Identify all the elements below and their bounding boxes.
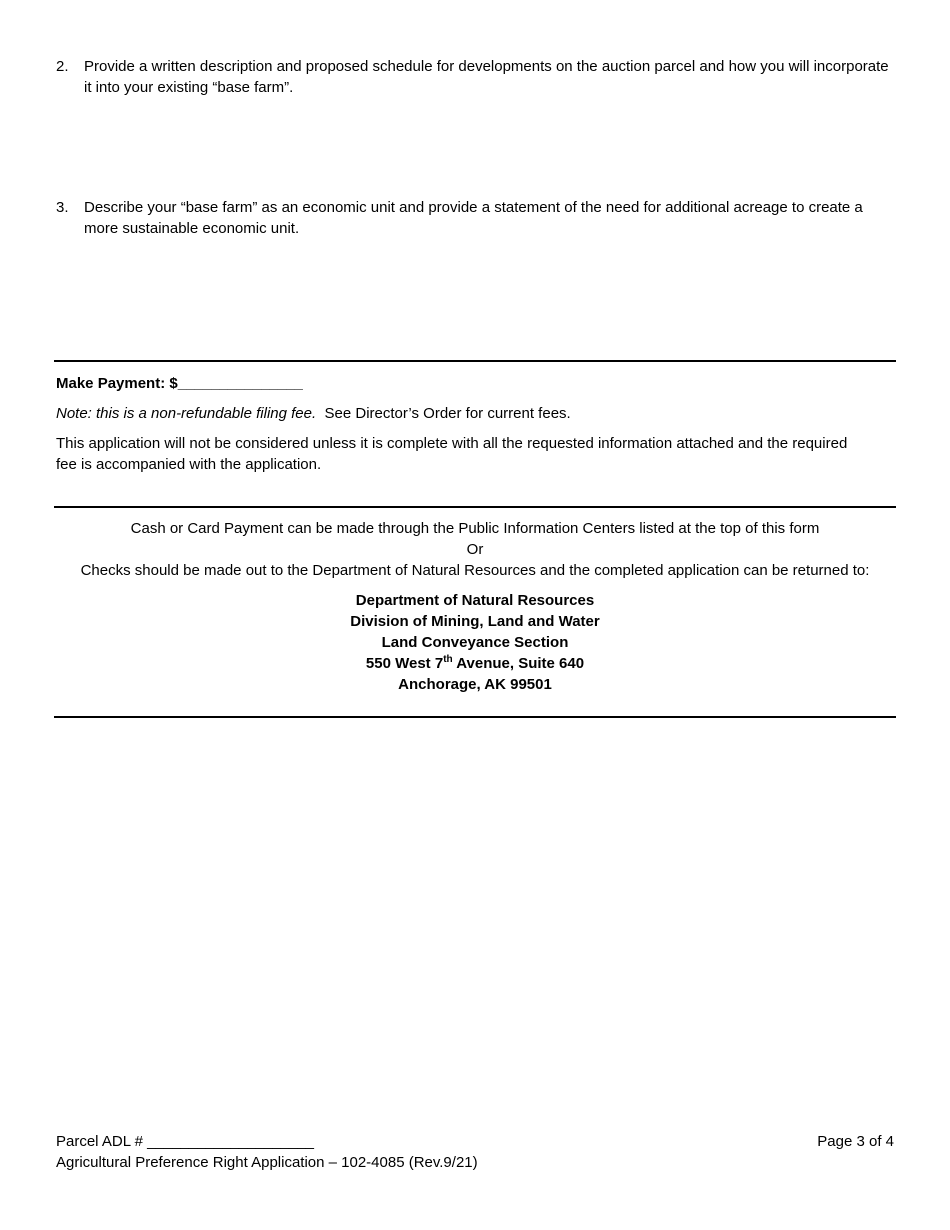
instruction-line-3: Checks should be made out to the Department of Natural Resources and the completed application can be returned to: <box>80 562 870 579</box>
question-3-number: 3. <box>56 199 69 216</box>
fee-note-italic: Note: this is a non-refundable filing fee. <box>56 405 317 422</box>
footer-parcel <box>56 1131 314 1152</box>
payment-amount-field[interactable]: _______________ <box>177 375 303 392</box>
payment-line <box>56 373 303 394</box>
question-2-text: Provide a written description and proposed schedule for developments on the auction parcel and how you will incorporate it into your existing “base farm”. <box>84 58 889 96</box>
instruction-line-1: Cash or Card Payment can be made through the Public Information Centers listed at the top of this form <box>130 520 820 537</box>
mailing-address <box>54 590 896 695</box>
footer-form-title: Agricultural Preference Right Application – 102-4085 (Rev.9/21) <box>56 1154 478 1171</box>
fee-note-rest: See Director’s Order for current fees. <box>324 405 571 422</box>
question-3 <box>56 197 896 239</box>
address-line-5: Anchorage, AK 99501 <box>398 676 552 693</box>
parcel-label: Parcel ADL # <box>56 1133 148 1150</box>
address-line-1: Department of Natural Resources <box>355 592 595 609</box>
completeness-warning: This application will not be considered unless it is complete with all the requested information attached and the required fee is accompanied with the application. <box>56 435 848 473</box>
address-line-2: Division of Mining, Land and Water <box>350 613 600 630</box>
divider-middle <box>54 506 896 508</box>
question-2-number: 2. <box>56 58 69 75</box>
parcel-adl-field[interactable]: ____________________ <box>147 1133 315 1150</box>
question-2 <box>56 56 896 98</box>
divider-bottom <box>54 716 896 718</box>
fee-note <box>56 403 571 424</box>
instruction-or: Or <box>466 541 484 558</box>
question-3-text: Describe your “base farm” as an economic unit and provide a statement of the need for additional acreage to create a more sustainable economic unit. <box>84 199 863 237</box>
address-line-3: Land Conveyance Section <box>381 634 569 651</box>
footer-page-number: Page 3 of 4 <box>817 1133 894 1150</box>
payment-instructions <box>54 518 896 581</box>
address-line-4: 550 West 7th Avenue, Suite 640 <box>365 654 585 672</box>
divider-top <box>54 360 896 362</box>
payment-label: Make Payment: $ <box>56 375 178 392</box>
